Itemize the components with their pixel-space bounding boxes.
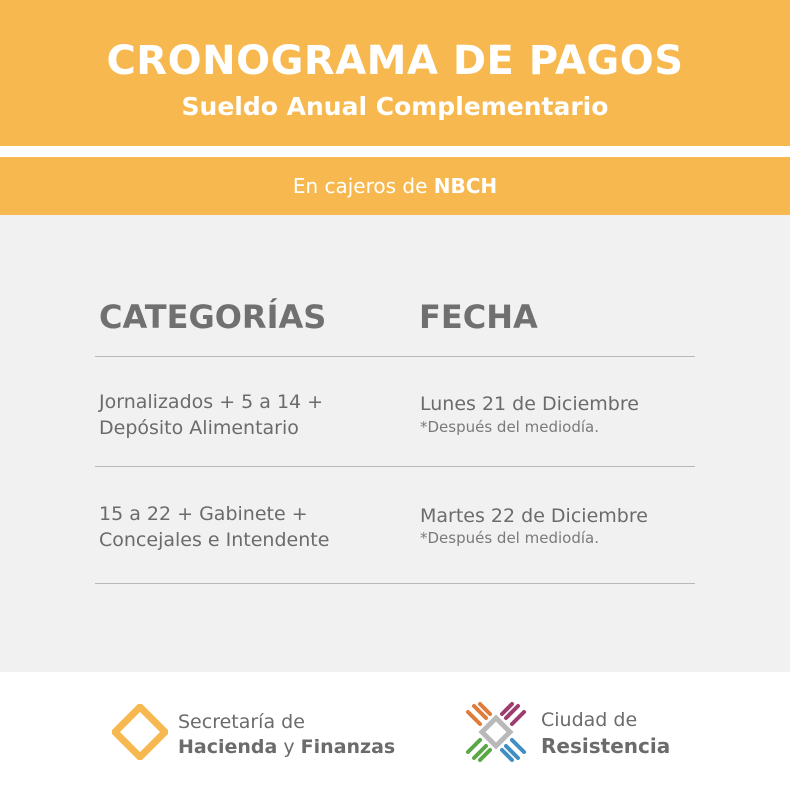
secretaria-logo-text [178, 710, 395, 760]
city-logo-icon [464, 700, 528, 764]
diamond-logo-icon [112, 704, 168, 760]
category-line: Depósito Alimentario [99, 417, 299, 439]
logo-line: Hacienda y Finanzas [178, 736, 396, 758]
logo-line: Resistencia [541, 734, 671, 758]
resistencia-logo-text [541, 708, 670, 760]
header-banner [0, 0, 790, 146]
column-header-date: FECHA [419, 298, 538, 336]
table-row-note: *Después del mediodía. [420, 529, 599, 547]
table-divider [95, 583, 695, 584]
table-row-category [99, 389, 399, 441]
table-divider [95, 466, 695, 467]
schedule-panel [0, 215, 790, 672]
logo-line: Secretaría de [178, 711, 305, 733]
table-row-category [99, 501, 399, 553]
bank-band [0, 157, 790, 215]
table-row-date: Lunes 21 de Diciembre [420, 393, 639, 415]
table-row-date: Martes 22 de Diciembre [420, 505, 648, 527]
table-row-note: *Después del mediodía. [420, 418, 599, 436]
logo-line: Ciudad de [541, 709, 638, 731]
page-title: CRONOGRAMA DE PAGOS [106, 38, 684, 84]
band-bank-name: NBCH [433, 174, 498, 198]
column-header-category: CATEGORÍAS [99, 298, 327, 336]
category-line: 15 a 22 + Gabinete + [99, 503, 308, 525]
table-divider [95, 356, 695, 357]
category-line: Jornalizados + 5 a 14 + [99, 391, 324, 413]
category-line: Concejales e Intendente [99, 529, 330, 551]
page-subtitle: Sueldo Anual Complementario [181, 92, 609, 121]
band-prefix: En cajeros de [292, 174, 434, 198]
